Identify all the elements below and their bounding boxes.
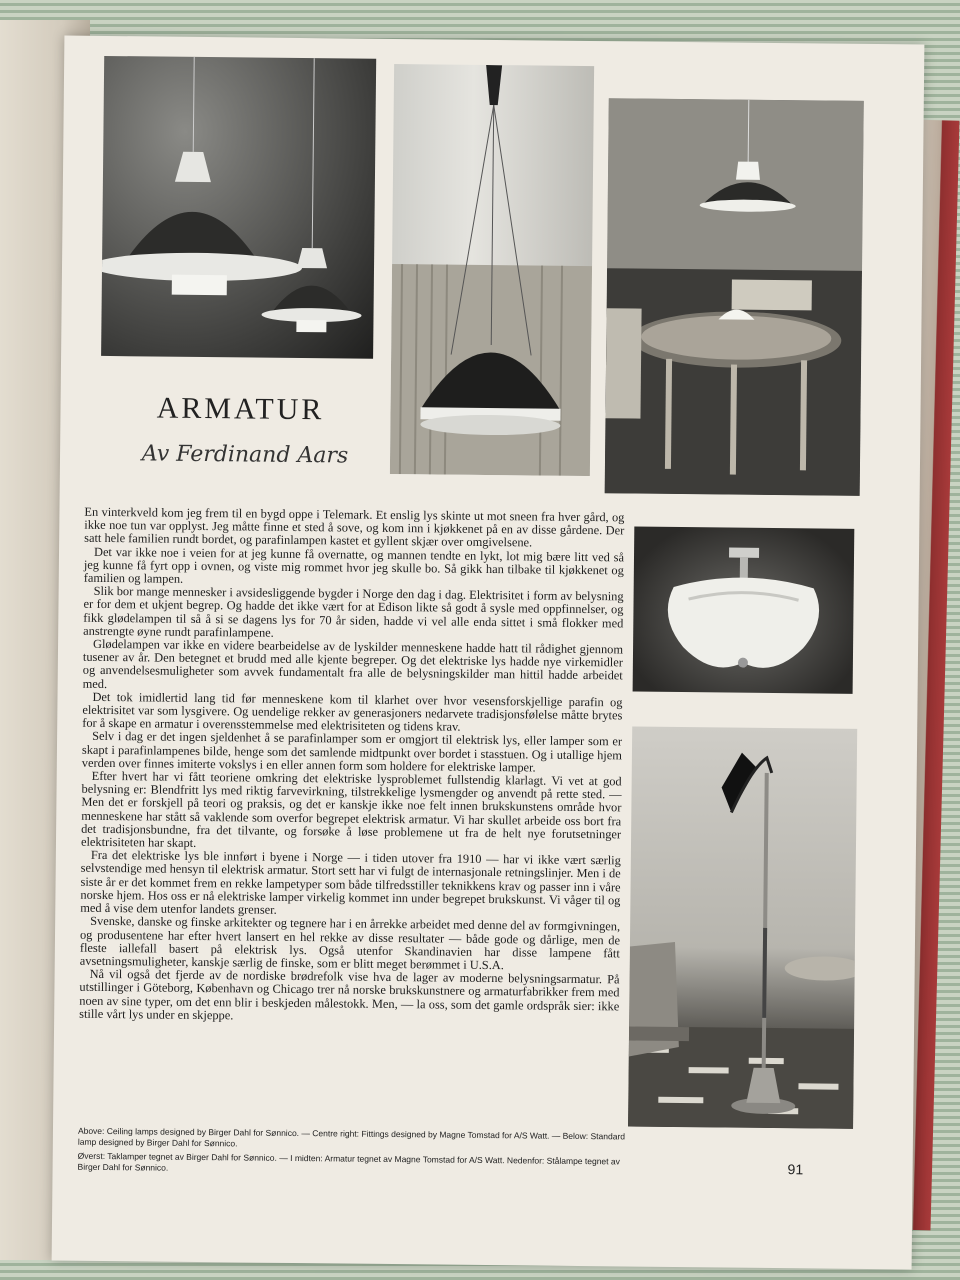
body-paragraph: Slik bor mange mennesker i avsidesliggende bygder i Norge den dag i dag. Elektrisitet i form av belysning er for dem et ukjent begrep. Og hadde det ikke vært for at Edison likte så godt å sysle med oppfinnelser, og fikk glødelampen til så å si se dagens lys for 70 år siden, hadde vi vel alle enda sittet i små flokker med anstrengte øyne rundt parafinlampene. <box>83 584 624 640</box>
photo-ceiling-lamps <box>101 56 376 359</box>
photo-standard-lamp <box>628 727 857 1129</box>
body-paragraph: Fra det elektriske lys ble innført i byene i Norge — i tiden utover fra 1910 — har vi ikke vært særlig selvstendige med hensyn til elektrisk armatur. Stort sett har vi fulgt de internasjonale retningslinjer. Men i de siste år er det kommet frem en rekke lampetyper som både tilfredsstiller teknikkens krav og passer inn i våre norske hjem. Hos oss er nå elektriske lamper virkelig kommet inn under begrepet brukskunst. Vi våger til og med å vise dem utenfor landets grenser. <box>80 848 621 917</box>
page-number: 91 <box>787 1161 804 1178</box>
photo-dining-room <box>605 98 864 496</box>
magazine-page <box>52 36 925 1270</box>
body-paragraph: Nå vil også det fjerde av de nordiske brødrefolk vise hva de lager av moderne belysningsarmatur. På utstillinger i Göteborg, København og Chicago trer nå norske brukskunstnere og armaturfabrikker frem med noen av sine typer, om det enn blir i beskjeden målestokk. Men, — la oss, som det gamle ordspråk sier: ikke stille vårt lys under en skjeppe. <box>79 966 620 1023</box>
caption-english: Above: Ceiling lamps designed by Birger Dahl for Sønnico. — Centre right: Fittings designed by Magne Tomstad for A/S Watt. — Below: Standard lamp designed by Birger Dahl for Sønnico. <box>77 1125 626 1148</box>
photo-ceiling-fitting <box>633 527 855 694</box>
standard-lamp-illustration <box>628 727 857 1129</box>
body-paragraph: Svenske, danske og finske arkitekter og tegnere har i en årrekke arbeidet med denne del av formgivningen, og produsentene har efter hvert lansert en hel rekke av disse resultater — både gode og dårlige, men de fleste iallefall basert på elektrisk lys. Også utenfor Skandinavien har disse lampene fått avsetningsmuligheter, kanskje særlig de finske, som er blitt meget berømmet i U.S.A. <box>79 914 621 973</box>
caption-norwegian: Øverst: Taklamper tegnet av Birger Dahl for Sønnico. — I midten: Armatur tegnet av Magne Tomstad for A/S Watt. Nedenfor: Stålampe tegnet av Birger Dahl for Sønnico. <box>77 1150 620 1173</box>
article-title: ARMATUR <box>156 391 325 427</box>
photo-captions <box>78 1126 638 1178</box>
body-paragraph: Det tok imidlertid lang tid før menneskene kom til klarhet over hvor vesensforskjellige parafin og elektrisitet var som lysgivere. Og uendelige rekker av generasjoners nedarvete tradisjonsfølelse måtte brytes for å skape en armatur i overensstemmelse med elektrisiteten og tidens krav. <box>82 689 623 734</box>
body-paragraph: Selv i dag er det ingen sjeldenhet å se parafinlamper som er omgjort til elektrisk lys, eller lamper som er skapt i parafinlampenes bilde, henge som det samlende midtpunkt over bordet i stasstuen. Og i utallige hjem verden over finnes imiterte vokslys i en eller annen form som holdere for elektriske lamper. <box>81 729 623 775</box>
article-body <box>79 506 624 1027</box>
body-paragraph: En vinterkveld kom jeg frem til en bygd oppe i Telemark. Et enslig lys skinte ut mot sneen fra hver gård, og ikke noe tun var opplyst. Jeg måtte finne et sted å sove, og kom inn i kjøkkenet på en av disse gårdene. Der satt hele familien rundt bordet, og parafinlampen kastet et gyllent skjær over omgivelsene. <box>84 504 625 550</box>
body-paragraph: Det var ikke noe i veien for at jeg kunne få overnatte, og mannen tendte en lykt, lot mig bære litt ved så jeg kunne få fyrt opp i ovnen, og viste mig rommet hvor jeg skulle bo. Så gikk han tilbake til kjøkkenet og familien og lampen. <box>83 544 625 586</box>
article-byline: Av Ferdinand Aars <box>141 441 349 469</box>
photo-dome-pendant <box>390 64 594 476</box>
dining-room-illustration <box>605 98 864 496</box>
body-paragraph: Efter hvert har vi fått teoriene omkring det elektriske lysproblemet fullstendig klarlagt. Vi vet at god belysning er: Blendfritt lys med riktig farvevirkning, tilstrekkelige lysmengder og anvendt på rette sted. — Men det er forskjell på teori og praksis, og det er kanskje ikke noe felt innen brukskunstens område hvor menneskene har stått så vaklende som overfor begrepet elektrisk armatur. Vi har skullet arbeide oss bort fra det tradisjonsbundne, fra det tilvante, og forsøke å løse problemene ut fra de helt nye forutsetninger elektrisiteten har skapt. <box>80 768 622 851</box>
ceiling-fitting-illustration <box>633 527 855 694</box>
dome-pendant-illustration <box>390 64 594 476</box>
ceiling-lamps-illustration <box>101 56 376 359</box>
body-paragraph: Glødelampen var ikke en videre bearbeidelse av de lyskilder menneskene hadde hatt til rådighet gjennom tusener av år. Den betegnet et brudd med alle kjente begreper. Og det elektriske lys hadde nye virkemidler og anvendelsesmuligheter som avvek fundamentalt fra alle de belysningskilder man hittil hadde arbeidet med. <box>82 636 624 691</box>
